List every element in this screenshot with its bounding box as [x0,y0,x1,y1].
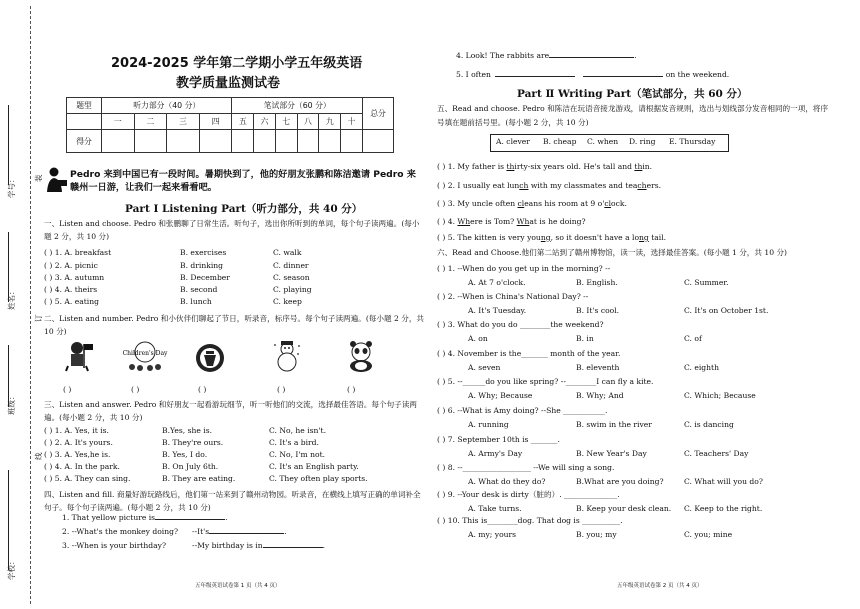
s6-options-5 [468,391,756,401]
s2-bracket-4[interactable]: ( ) [277,385,286,394]
score-col-7: 七 [275,114,297,130]
s6-option-2-c[interactable]: C. It's on October 1st. [684,306,769,315]
s4-item-1: 1. That yellow picture is . [62,513,228,522]
s4-item-2: 2. --What's the monkey doing? --It's . [62,527,287,536]
s6-question-4: ( ) 4. November is the_______ month of the year. [437,349,621,358]
s6-option-4-b[interactable]: B. eleventh [576,363,620,372]
score-header-listening: 听力部分（40 分） [102,98,232,114]
name-label: 姓名： [7,287,16,310]
s6-option-6-c[interactable]: C. is dancing [684,420,734,429]
s6-question-8: ( ) 8. --__________________ --We will sing a song. [437,463,615,472]
score-input-10[interactable] [341,130,363,153]
score-input-9[interactable] [319,130,341,153]
score-table [66,97,394,153]
s6-options-10 [468,530,732,540]
exam-title-line1: 2024-2025 学年第二学期小学五年级英语 [111,56,363,71]
score-col-6: 六 [254,114,276,130]
s1-item-1: ( ) 1. A. breakfast B. exercises C. walk [44,248,302,257]
class-label: 班级： [7,392,16,415]
s6-option-2-a[interactable]: A. It's Tuesday. [468,306,527,315]
panda-picture [344,340,378,372]
score-input-5[interactable] [232,130,254,153]
s6-option-8-c[interactable]: C. What will you do? [684,477,763,486]
s6-option-3-b[interactable]: B. in [576,334,594,343]
score-input-total[interactable] [363,130,394,153]
score-col-10: 十 [341,114,363,130]
s4-blank-1[interactable] [155,519,225,520]
s6-options-1 [468,278,729,288]
s6-question-5: ( ) 5. --______do you like spring? --________I can fly a kite. [437,377,654,386]
score-empty-cell [67,114,102,130]
s6-options-4 [468,363,719,373]
q4-text: 4. Look! The rabbits are . [456,51,637,60]
s1-item-3: ( ) 3. A. autumn B. December C. season [44,273,310,282]
score-input-6[interactable] [254,130,276,153]
childrens-day-picture [122,340,168,372]
score-col-3: 三 [167,114,200,130]
s6-option-5-a[interactable]: A. Why; Because [468,391,533,400]
s6-option-6-b[interactable]: B. swim in the river [576,420,652,429]
s5-item-3: ( ) 3. My uncle often cleans his room at 9 o'clock. [437,199,627,208]
s4-item-3: 3. --When is your birthday? --My birthday is in . [62,541,326,550]
score-input-7[interactable] [275,130,297,153]
s4-blank-2[interactable] [209,533,284,534]
score-row-label: 得分 [67,130,102,153]
s6-option-1-c[interactable]: C. Summer. [684,278,729,287]
s5-item-1: ( ) 1. My father is thirty-six years old. He's tall and thin. [437,162,653,171]
teachers-day-picture [193,342,227,374]
s5-options: A. clever B. cheap C. when D. ring E. Thursday [496,137,716,146]
q5-text: 5. I often on the weekend. [456,70,730,79]
score-input-4[interactable] [199,130,232,153]
score-input-1[interactable] [102,130,135,153]
s6-option-3-c[interactable]: C. of [684,334,702,343]
boy-with-flag-picture [60,340,94,372]
seal-char-3: 线 [34,452,43,460]
s2-title: 二、Listen and number. Pedro 和小伙伴们聊起了节日，听录音，标序号。每个句子读两遍。(每小题 2 分，共 10 分) [44,314,425,336]
s2-bracket-2[interactable]: ( ) [131,385,140,394]
score-input-8[interactable] [297,130,319,153]
s6-option-10-c[interactable]: C. you; mine [684,530,733,539]
s6-option-3-a[interactable]: A. on [468,334,488,343]
reader-icon [44,166,68,194]
part2-title: Part Ⅱ Writing Part（笔试部分，共 60 分） [517,88,748,100]
score-header-total: 总分 [363,98,394,130]
binding-line [30,6,31,604]
s6-option-10-a[interactable]: A. my; yours [468,530,517,539]
childrens-day-sign: Children's Day [122,350,168,357]
s5-item-5: ( ) 5. The kitten is very young, so it doesn't have a long tail. [437,233,667,242]
seal-char-1: 装 [34,174,43,182]
s6-option-9-b[interactable]: B. Keep your desk clean. [576,504,672,513]
snowman-picture [270,340,304,372]
s3-title: 三、Listen and answer. Pedro 和好朋友一起看游玩细节，听一听他们的交流，选择最佳答语。每个句子读两遍。(每小题 2 分，共 10 分) [44,400,417,422]
s6-options-3 [468,334,702,344]
s1-item-5: ( ) 5. A. eating B. lunch C. keep [44,297,302,306]
s6-option-7-b[interactable]: B. New Year's Day [576,449,647,458]
s6-title: 六、Read and Choose.他们第二站到了赣州博物馆，读一读，选择最佳答案。(每小题 1 分，共 10 分) [437,248,788,257]
score-col-1: 一 [102,114,135,130]
s6-question-7: ( ) 7. September 10th is _______. [437,435,560,444]
score-input-3[interactable] [167,130,200,153]
score-header-writing: 笔试部分（60 分） [232,98,363,114]
score-col-2: 二 [134,114,167,130]
s6-option-9-a[interactable]: A. Take turns. [468,504,522,513]
school-line [8,470,9,570]
student-no-line [8,105,9,185]
name-line [8,232,9,302]
s6-option-8-a[interactable]: A. What do they do? [468,477,546,486]
s6-option-6-a[interactable]: A. running [468,420,509,429]
s6-question-6: ( ) 6. --What is Amy doing? --She ___________. [437,406,608,415]
s3-item-1: ( ) 1. A. Yes, it is. B.Yes, she is. C. No, he isn't. [44,426,326,435]
q5-blank-1[interactable] [495,76,575,77]
s6-option-9-c[interactable]: C. Keep to the right. [684,504,763,513]
s6-question-2: ( ) 2. --When is China's National Day? -- [437,292,589,301]
s6-options-8 [468,477,763,487]
score-input-2[interactable] [134,130,167,153]
s1-item-4: ( ) 4. A. theirs B. second C. playing [44,285,312,294]
s6-option-4-c[interactable]: C. eighth [684,363,719,372]
s3-item-2: ( ) 2. A. It's yours. B. They're ours. C. It's a bird. [44,438,319,447]
s6-options-7 [468,449,748,459]
s2-bracket-5[interactable]: ( ) [347,385,356,394]
s5-item-4: ( ) 4. Where is Tom? What is he doing? [437,217,586,226]
exam-title-line2: 教学质量监测试卷 [176,76,281,91]
score-header-type: 题型 [67,98,102,114]
s2-bracket-1[interactable]: ( ) [63,385,72,394]
score-col-4: 四 [199,114,232,130]
s6-question-1: ( ) 1. --When do you get up in the morning? -- [437,264,611,273]
school-label: 学校： [7,557,16,580]
s5-item-2: ( ) 2. I usually eat lunch with my classmates and teachers. [437,181,662,190]
s6-options-2 [468,306,768,316]
s6-option-8-b[interactable]: B.What are you doing? [576,477,664,486]
s3-item-4: ( ) 4. A. In the park. B. On July 6th. C. It's an English party. [44,462,359,471]
s6-option-5-b[interactable]: B. Why; And [576,391,624,400]
s6-question-3: ( ) 3. What do you do ________the weekend? [437,320,604,329]
student-no-label: 学号： [7,175,16,198]
s6-option-7-c[interactable]: C. Teachers' Day [684,449,749,458]
s6-options-6 [468,420,734,430]
s6-question-9: ( ) 9. --Your desk is dirty（脏的）. ______________. [437,490,620,499]
score-col-8: 八 [297,114,319,130]
s5-title: 五、Read and choose. Pedro 和陈洁在玩语音接龙游戏，请根据发音规则，选出与划线部分发音相同的一项，将序号填在题前括号里。(每小题 2 分，共 10 分) [437,104,829,127]
page-footer-2: 五年级英语试卷第 2 页（共 4 页） [617,583,703,589]
s6-options-9 [468,504,762,514]
q4-blank[interactable] [549,57,634,58]
s6-option-10-b[interactable]: B. you; my [576,530,617,539]
class-line [8,345,9,407]
part1-title: Part Ⅰ Listening Part（听力部分，共 40 分） [125,203,363,215]
intro-text: Pedro 来到中国已有一段时间。暑期快到了，他的好朋友张鹏和陈洁邀请 Pedro 来赣州一日游，让我们一起来看看吧。 [70,169,416,193]
s4-blank-3[interactable] [263,547,323,548]
q5-blank-2[interactable] [583,76,663,77]
s6-option-7-a[interactable]: A. Army's Day [468,449,523,458]
page-footer-1: 五年级英语试卷第 1 页（共 4 页） [195,583,281,589]
s6-option-2-b[interactable]: B. It's cool. [576,306,620,315]
s2-bracket-3[interactable]: ( ) [198,385,207,394]
s3-item-3: ( ) 3. A. Yes,he is. B. Yes, I do. C. No, I'm not. [44,450,326,459]
s6-option-1-a[interactable]: A. At 7 o'clock. [468,278,526,287]
s6-option-1-b[interactable]: B. English. [576,278,618,287]
s6-option-5-c[interactable]: C. Which; Because [684,391,756,400]
s6-option-4-a[interactable]: A. seven [468,363,501,372]
s4-title: 四、Listen and fill. 商量好游玩路线后，他们第一站来到了赣州动物园。听录音，在横线上填写正确的单词补全句子。每个句子读两遍。(每小题 2 分，共 10 分) [44,490,421,512]
score-col-5: 五 [232,114,254,130]
s1-item-2: ( ) 2. A. picnic B. drinking C. dinner [44,261,309,270]
seal-char-2: 订 [34,314,43,322]
s3-item-5: ( ) 5. A. They can sing. B. They are eating. C. They often play sports. [44,474,368,483]
binding-margin [0,0,46,609]
s6-question-10: ( ) 10. This is________dog. That dog is __________. [437,516,623,525]
s1-title: 一、Listen and choose. Pedro 和张鹏聊了日常生活。听句子，选出你所听到的单词，每个句子读两遍。(每小题 2 分，共 10 分) [44,219,420,241]
score-col-9: 九 [319,114,341,130]
